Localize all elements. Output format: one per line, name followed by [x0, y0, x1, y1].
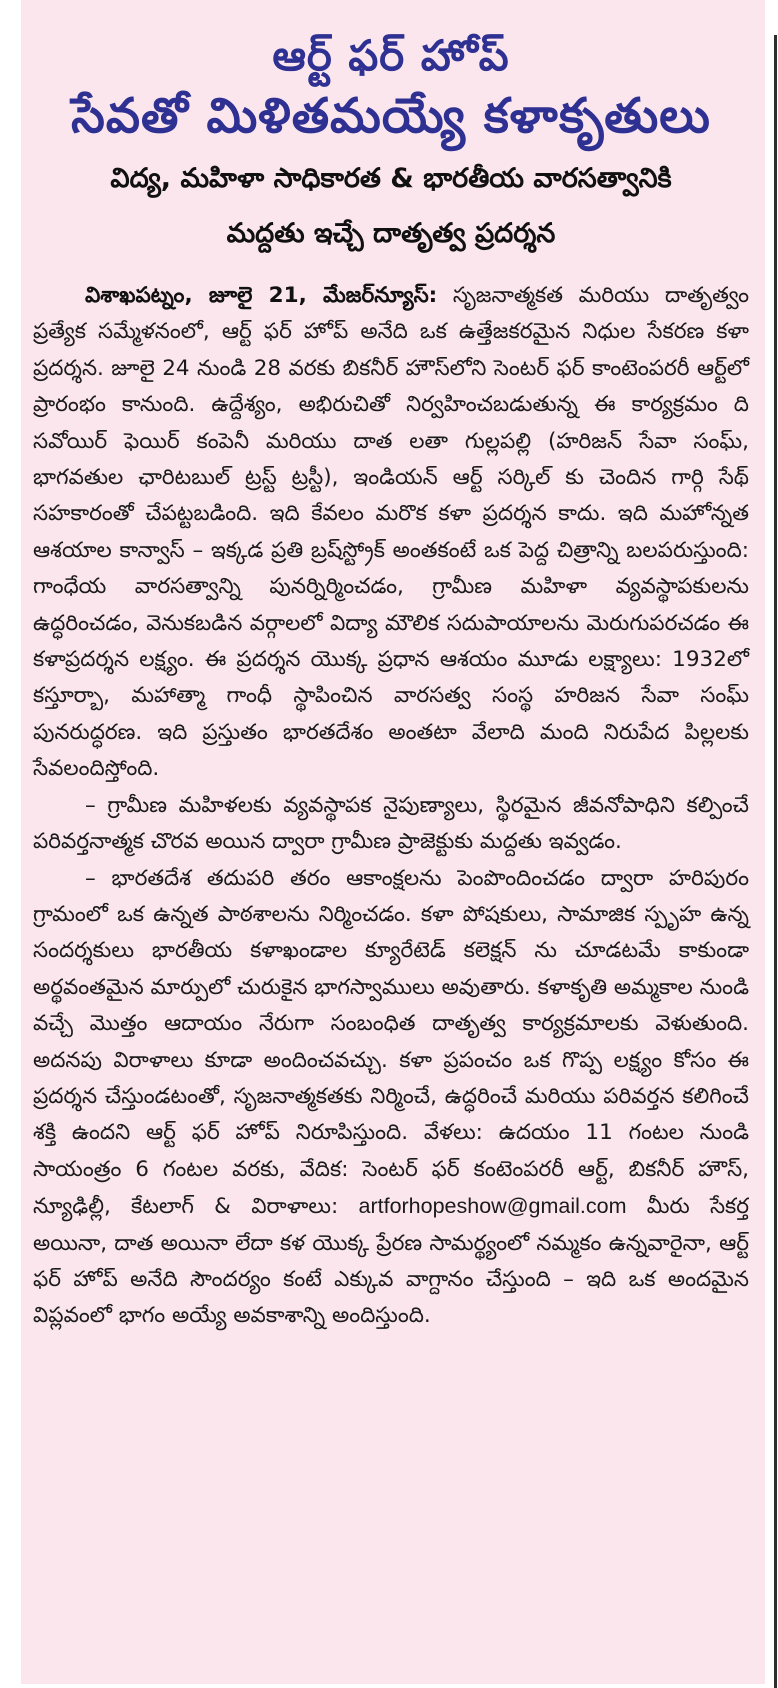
paragraph-3-text-a: – భారతదేశ తదుపరి తరం ఆకాంక్షలను పెంపొందించడం ద్వారా హరిపురం గ్రామంలో ఒక ఉన్నత పాఠశాలను నిర్మించడం. కళా పోషకులు, సామాజిక స్పృహ ఉన్న సందర్శకులు భారతీయ కళాఖండాల క్యూరేటెడ్ కలెక్షన్ ను చూడటమే కాకుండా అర్థవంతమైన మార్పులో చురుకైన భాగస్వాములు అవుతారు. కళాకృతి అమ్మకాల నుండి వచ్చే మొత్తం ఆదాయం నేరుగా సంబంధిత దాతృత్వ కార్యక్రమాలకు వెళుతుంది. అదనపు విరాళాలు కూడా అందించవచ్చు. కళా ప్రపంచం ఒక గొప్ప లక్ష్యం కోసం ఈ ప్రదర్శన చేస్తుండటంతో, సృజనాత్మకతకు నిర్మించే, ఉద్ధరించే మరియు పరివర్తన కలిగించే శక్తి ఉందని ఆర్ట్ ఫర్ హోప్ నిరూపిస్తుంది. వేళలు: ఉదయం 11 గంటల నుండి సాయంత్రం 6 గంటల వరకు, వేదిక: సెంటర్ ఫర్ కంటెంపరరీ ఆర్ట్, బికనీర్ హౌస్, న్యూఢిల్లీ, కేటలాగ్ & విరాళాలు: [33, 865, 749, 1220]
paragraph-1-text: సృజనాత్మకత మరియు దాతృత్వం ప్రత్యేక సమ్మేళనంలో, ఆర్ట్ ఫర్ హోప్ అనేది ఒక ఉత్తేజకరమైన నిధుల సేకరణ కళా ప్రదర్శన. జూలై 24 నుండి 28 వరకు బికనీర్ హౌస్‌లోని సెంటర్ ఫర్ కాంటెంపరరీ ఆర్ట్‌లో ప్రారంభం కానుంది. ఉద్దేశ్యం, అభిరుచితో నిర్వహించబడుతున్న ఈ కార్యక్రమం ది సవోయిర్ ఫెయిర్ కంపెనీ మరియు దాత లతా గుల్లపల్లి (హరిజన్ సేవా సంఘ్, భాగవతుల ఛారిటబుల్ ట్రస్ట్ ట్రస్టీ), ఇండియన్ ఆర్ట్ సర్కిల్ కు చెందిన గార్గి సేథ్ సహకారంతో చేపట్టబడింది. ఇది కేవలం మరొక కళా ప్రదర్శన కాదు. ఇది మహోన్నత ఆశయాల కాన్వాస్ – ఇక్కడ ప్రతి బ్రష్‌స్ట్రోక్ అంతకంటే ఒక పెద్ద చిత్రాన్ని బలపరుస్తుంది: గాంధేయ వారసత్వాన్ని పునర్నిర్మించడం, గ్రామీణ మహిళా వ్యవస్థాపకులను ఉద్ధరించడం, వెనుకబడిన వర్గాలలో విద్యా మౌలిక సదుపాయాలను మెరుగుపరచడం ఈ కళాప్రదర్శన లక్ష్యం. ఈ ప్రదర్శన యొక్క ప్రధాన ఆశయం మూడు లక్ష్యాలు: 1932లో కస్తూర్బా, మహాత్మా గాంధీ స్థాపించిన వారసత్వ సంస్థ హరిజన సేవా సంఘ్ పునరుద్ధరణ. ఇది ప్రస్తుతం భారతదేశం అంతటా వేలాది మంది నిరుపేద పిల్లలకు సేవలందిస్తోంది. [33, 283, 749, 782]
paragraph-2: – గ్రామీణ మహిళలకు వ్యవస్థాపక నైపుణ్యాలు, స్థిరమైన జీవనోపాధిని కల్పించే పరివర్తనాత్మక చొరవ అయిన ద్వారా గ్రామీణ ప్రాజెక్టుకు మద్దతు ఇవ్వడం. [33, 792, 749, 855]
paragraph-3 [33, 861, 749, 1335]
subheadline-line-1: విద్య, మహిళా సాధికారత & భారతీయ వారసత్వానికి [110, 163, 672, 194]
headline [33, 0, 749, 148]
headline-line-2: సేవతో మిళితమయ్యే కళాకృతులు [71, 88, 711, 144]
subheadline [33, 150, 749, 260]
paragraph-3-text-b: మీరు సేకర్త అయినా, దాత అయినా లేదా కళ యొక్క ప్రేరణ సామర్థ్యంలో నమ్మకం ఉన్నవారైనా, ఆర్ట్ ఫర్ హోప్ అనేది సౌందర్యం కంటే ఎక్కువ వాగ్దానం చేస్తుంది – ఇది ఒక అందమైన విప్లవంలో భాగం అయ్యే అవకాశాన్ని అందిస్తుంది. [33, 1194, 750, 1329]
newspaper-clipping [21, 0, 765, 1684]
column-divider-rule [774, 35, 777, 1688]
subheadline-line-2: మద్దతు ఇచ్చే దాతృత్వ ప్రదర్శన [226, 218, 556, 249]
paragraph-1 [33, 278, 749, 788]
headline-line-1: ఆర్ట్ ఫర్ హోప్ [272, 31, 510, 80]
contact-email-link[interactable]: artforhopeshow@gmail.com [358, 1194, 627, 1219]
article-body [33, 278, 749, 1335]
dateline: విశాఖపట్నం, జూలై 21, మేజర్‌న్యూస్: [85, 283, 438, 308]
